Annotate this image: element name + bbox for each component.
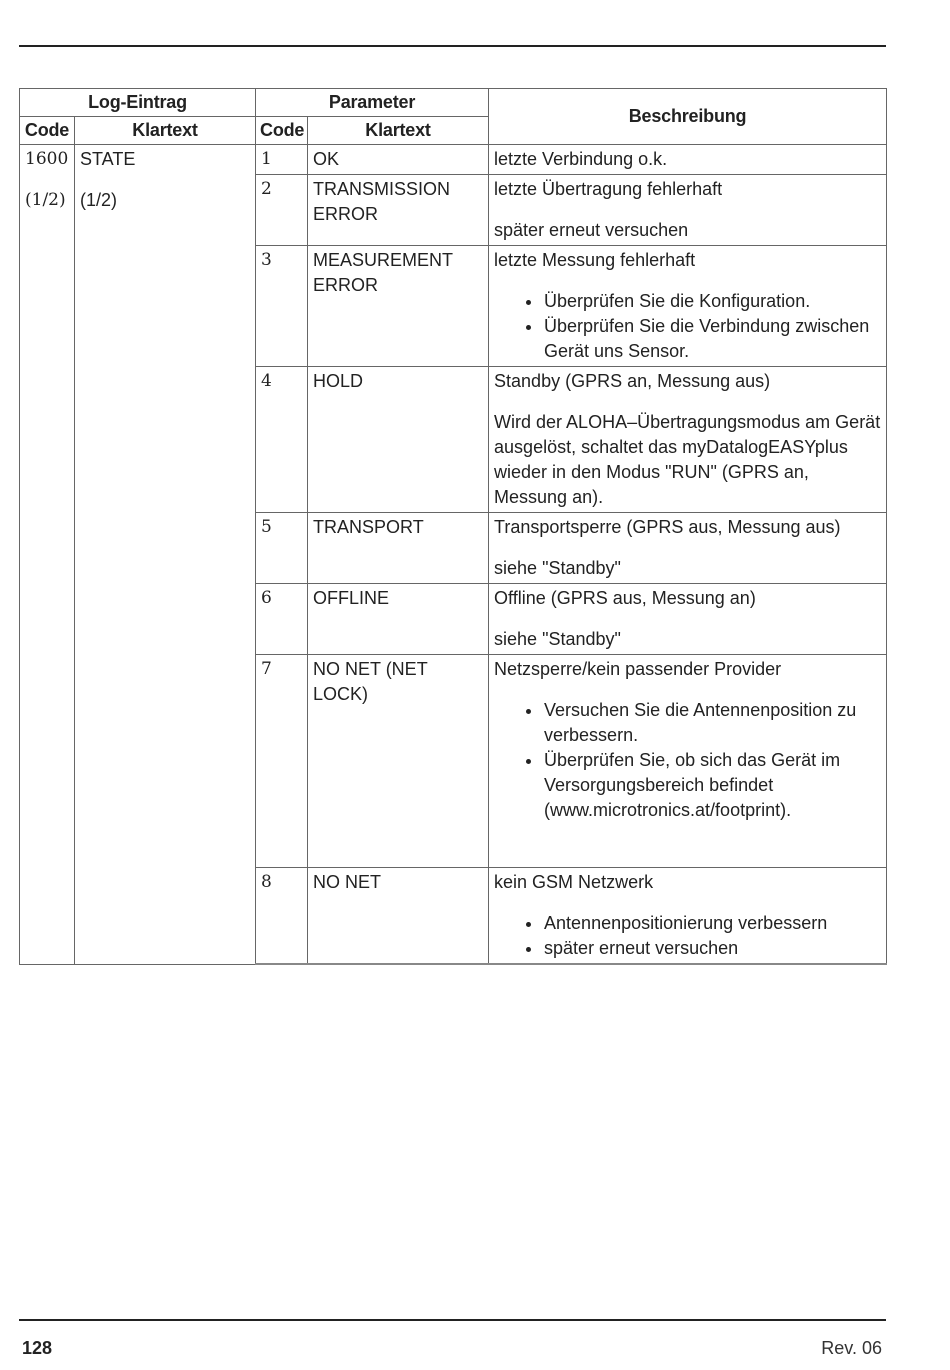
- list-item: Überprüfen Sie die Verbindung zwischen Gerät uns Sensor.: [544, 314, 881, 364]
- description-text: letzte Messung fehlerhaft: [494, 250, 696, 270]
- description-text: letzte Verbindung o.k.: [494, 149, 668, 169]
- description-text: Offline (GPRS aus, Messung an): [494, 588, 756, 608]
- revision-label: Rev. 06: [821, 1338, 882, 1358]
- list-item: später erneut versuchen: [544, 936, 881, 961]
- log-code-note: (1/2): [25, 190, 66, 210]
- header-description: Beschreibung: [489, 89, 887, 145]
- list-item: Antennenpositionierung verbessern: [544, 911, 881, 936]
- log-entry-table: [19, 88, 887, 965]
- param-text: MEASUREMENT ERROR: [308, 246, 489, 367]
- description-text: Transportsperre (GPRS aus, Messung aus): [494, 517, 841, 537]
- param-code: 4: [256, 367, 308, 513]
- log-text: STATE: [80, 149, 136, 169]
- bullet-list: [494, 289, 881, 364]
- description-detail: siehe "Standby": [494, 629, 621, 649]
- param-text: HOLD: [308, 367, 489, 513]
- header-rule: [19, 45, 886, 47]
- log-code-cell: [20, 145, 75, 965]
- param-text: TRANSMISSION ERROR: [308, 175, 489, 246]
- param-code: 3: [256, 246, 308, 367]
- description-detail: später erneut versuchen: [494, 220, 689, 240]
- list-item: Überprüfen Sie die Konfiguration.: [544, 289, 881, 314]
- param-description: [489, 145, 887, 175]
- param-description: [489, 175, 887, 246]
- header-log-entry: Log-Eintrag: [20, 89, 256, 117]
- header-param-code: Code: [256, 117, 308, 145]
- description-text: Netzsperre/kein passender Provider: [494, 659, 782, 679]
- param-text: NO NET (NET LOCK): [308, 655, 489, 868]
- param-description: [489, 868, 887, 965]
- description-detail: siehe "Standby": [494, 558, 621, 578]
- param-description: [489, 655, 887, 868]
- param-text: TRANSPORT: [308, 513, 489, 584]
- description-detail: Wird der ALOHA–Übertragungsmodus am Gerät ausgelöst, schaltet das myDatalogEASYplus wieder in den Modus "RUN" (GPRS an, Messung an).: [494, 412, 881, 507]
- log-text-note: (1/2): [80, 190, 118, 210]
- page-number: 128: [22, 1338, 53, 1358]
- log-code: 1600: [25, 149, 69, 169]
- list-item: Versuchen Sie die Antennenposition zu verbessern.: [544, 698, 881, 748]
- param-code: 7: [256, 655, 308, 868]
- param-text: OFFLINE: [308, 584, 489, 655]
- header-param-clear-text: Klartext: [308, 117, 489, 145]
- param-text: NO NET: [308, 868, 489, 965]
- table-row: [20, 145, 887, 175]
- param-description: [489, 584, 887, 655]
- param-code: 6: [256, 584, 308, 655]
- param-text: OK: [308, 145, 489, 175]
- param-code: 8: [256, 868, 308, 965]
- description-text: Standby (GPRS an, Messung aus): [494, 371, 771, 391]
- bullet-list: [494, 911, 881, 961]
- param-description: [489, 513, 887, 584]
- description-text: kein GSM Netzwerk: [494, 872, 654, 892]
- header-log-code: Code: [20, 117, 75, 145]
- header-log-clear-text: Klartext: [75, 117, 256, 145]
- footer-rule: [19, 1319, 886, 1321]
- param-code: 2: [256, 175, 308, 246]
- description-text: letzte Übertragung fehlerhaft: [494, 179, 723, 199]
- param-description: [489, 246, 887, 367]
- param-code: 1: [256, 145, 308, 175]
- list-item: Überprüfen Sie, ob sich das Gerät im Versorgungsbereich befindet (www.microtronics.at/footprint).: [544, 748, 881, 823]
- param-description: [489, 367, 887, 513]
- param-code: 5: [256, 513, 308, 584]
- bullet-list: [494, 698, 881, 823]
- log-text-cell: [75, 145, 256, 965]
- table-header-row: [20, 89, 887, 117]
- header-parameter: Parameter: [256, 89, 489, 117]
